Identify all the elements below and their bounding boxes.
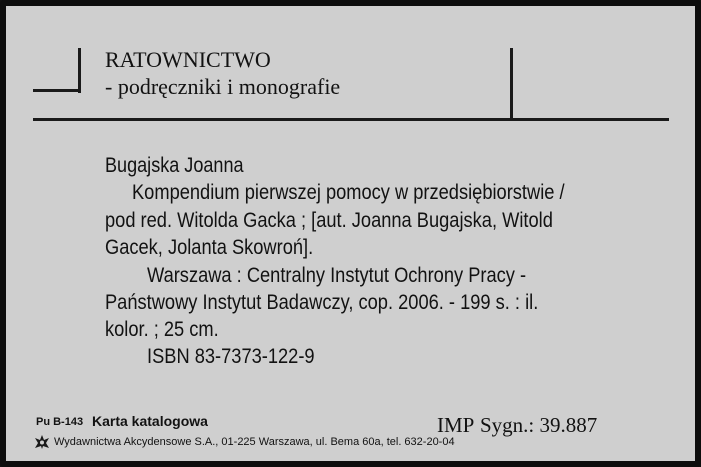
series-box-divider xyxy=(510,48,513,119)
form-code: Pu B-143 xyxy=(36,416,84,428)
form-name: Karta katalogowa xyxy=(92,413,208,429)
series-subtitle: - podręczniki i monografie xyxy=(105,74,341,99)
entry-author: Bugajska Joanna xyxy=(105,154,244,177)
entry-imprint-line-2: Państwowy Instytut Badawczy, cop. 2006. - 199 s. : il. xyxy=(105,291,539,314)
entry-isbn: ISBN 83-7373-122-9 xyxy=(147,345,315,368)
entry-title-line-1: Kompendium pierwszej pomocy w przedsiębiorstwie / xyxy=(132,181,565,204)
publisher-line: Wydawnictwa Akcydensowe S.A., 01-225 Warszawa, ul. Bema 60a, tel. 632-20-04 xyxy=(54,436,455,448)
publisher-logo-icon xyxy=(34,434,50,450)
corner-bracket-horizontal xyxy=(33,89,81,92)
entry-title-line-3: Gacek, Jolanta Skowroń]. xyxy=(105,236,314,259)
library-code: IMP xyxy=(437,413,475,437)
call-number: Sygn.: 39.887 xyxy=(480,413,598,437)
header-rule xyxy=(33,118,669,121)
entry-imprint-line-1: Warszawa : Centralny Instytut Ochrony Pracy - xyxy=(147,264,527,287)
entry-imprint-line-3: kolor. ; 25 cm. xyxy=(105,318,219,341)
entry-title-line-2: pod red. Witolda Gacka ; [aut. Joanna Bugajska, Witold xyxy=(105,209,553,232)
corner-bracket-vertical xyxy=(78,48,81,93)
series-title: RATOWNICTWO xyxy=(105,47,271,72)
